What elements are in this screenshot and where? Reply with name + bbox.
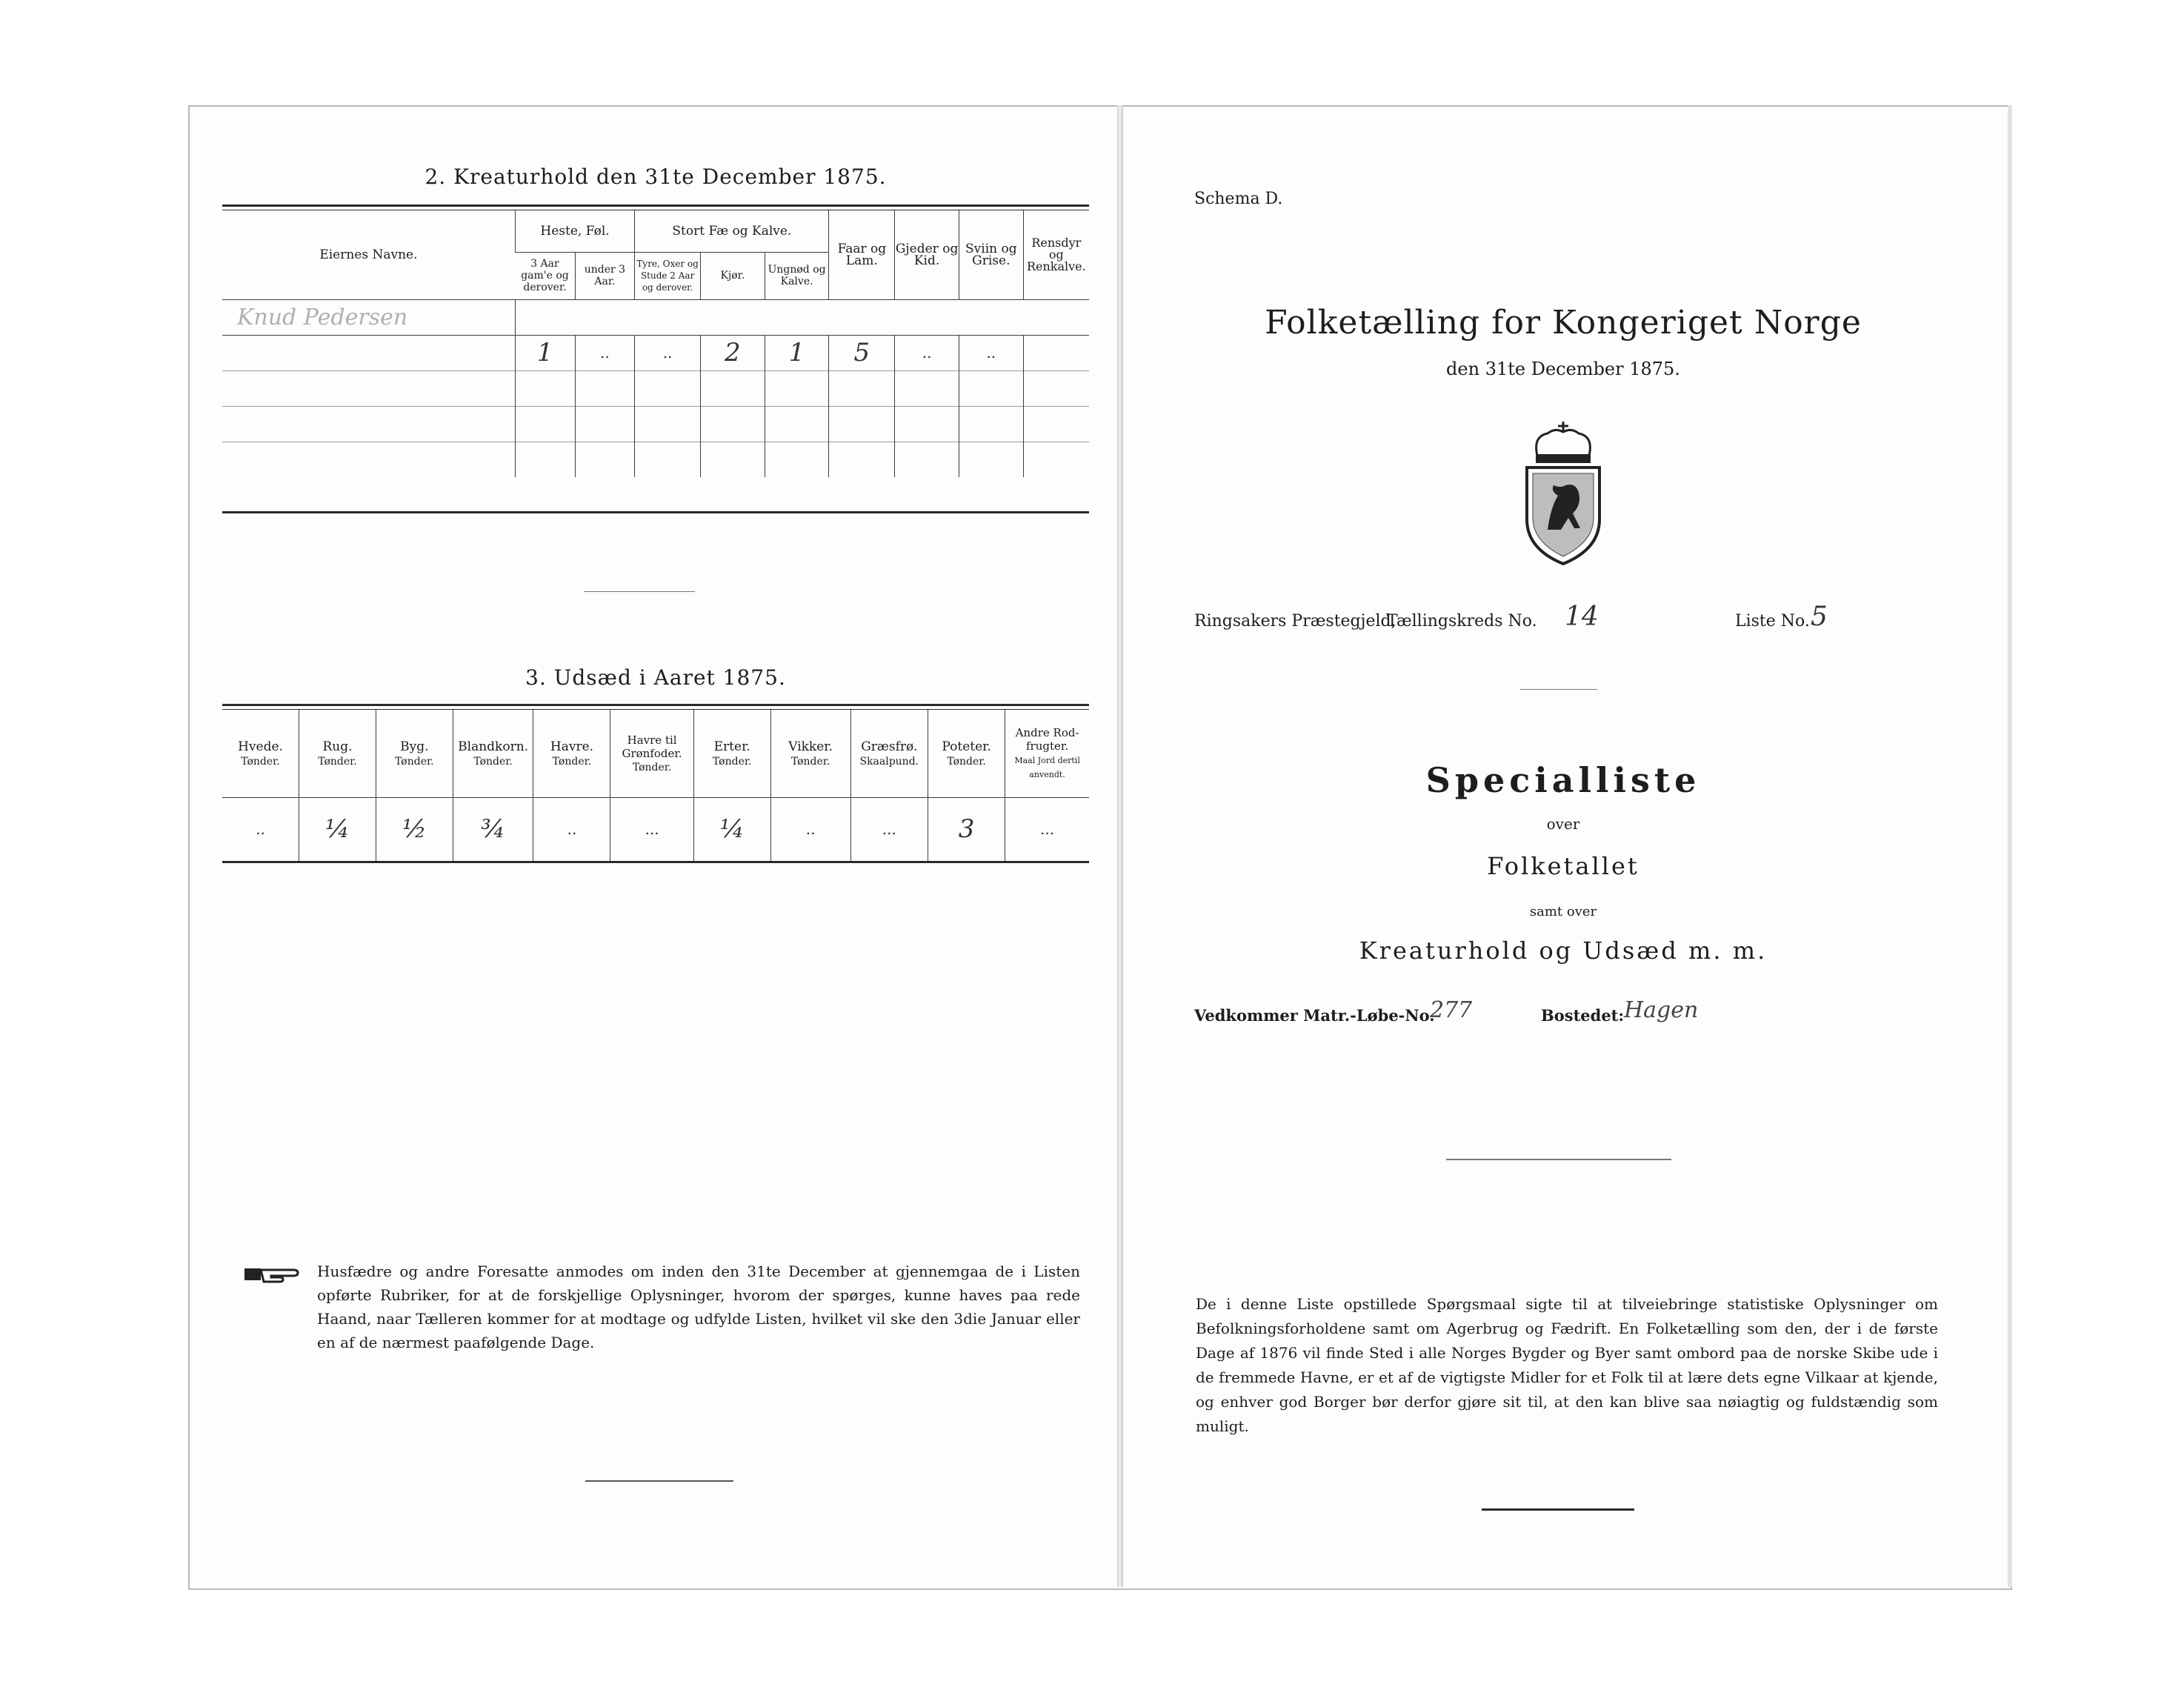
reindeer-header: Rensdyr og Renkalve. — [1023, 210, 1089, 299]
cows-header: Kjør. — [701, 252, 765, 299]
sowing-table — [222, 710, 1089, 861]
district-label: Tællingskreds No. — [1387, 612, 1537, 630]
value-goats: .. — [895, 335, 959, 370]
sowing-value-other-roots: ... — [1005, 797, 1089, 861]
sowing-value-mixed-grain: ¾ — [453, 797, 533, 861]
schema-label: Schema D. — [1194, 190, 1283, 208]
census-date: den 31te December 1875. — [1446, 359, 1680, 379]
sowing-value-peas: ¼ — [693, 797, 770, 861]
rule — [222, 861, 1089, 863]
sowing-title: 3. Udsæd i Aaret 1875. — [525, 665, 786, 690]
sowing-header-rye: Rug. Tønder. — [299, 710, 376, 797]
value-pigs: .. — [959, 335, 1023, 370]
value-cows: 2 — [701, 335, 765, 370]
value-horses-3yr: 1 — [515, 335, 575, 370]
oxen-header: Tyre, Oxer og Stude 2 Aar og derover. — [635, 252, 701, 299]
pointing-hand-icon — [243, 1262, 299, 1285]
list-label: Liste No. — [1735, 612, 1810, 630]
info-text: De i denne Liste opstillede Spørgsmaal sigte til at tilveiebringe statistiske Oplysninger om Befolkningsforholdene samt om Agerbrug og Fædrift. En Folketælling som den, der i de første Dage af 1876 vil finde Sted i alle Norges Bygder og Byer samt ombord paa de norske Skibe ude i de fremmede Havne, er et af de vigtigste Midler for et Folk til at lære dets egne Vilkaar at kjende, og enhver god Borger bør derfor gjøre sit til, at den kan blive saa nøiagtig og fuldstændig som muligt. — [1196, 1295, 1938, 1435]
value-horses-under3: .. — [575, 335, 635, 370]
young-cattle-header: Ungnød og Kalve. — [765, 252, 829, 299]
sowing-header-oats: Havre. Tønder. — [533, 710, 610, 797]
owner-name-cell — [222, 299, 515, 335]
sheet-edge — [2008, 105, 2012, 1587]
sowing-header-other-roots: Andre Rod-frugter. Maal Jord dertil anvendt. — [1005, 710, 1089, 797]
value-reindeer — [1023, 335, 1089, 370]
sowing-header-vetch: Vikker. Tønder. — [770, 710, 850, 797]
samt-over-text: samt over — [1529, 904, 1597, 919]
rule — [222, 204, 1089, 207]
bosted-value: Hagen — [1624, 997, 1699, 1023]
matr-number: 277 — [1430, 997, 1473, 1023]
sowing-value-rye: ¼ — [299, 797, 376, 861]
value-young-cattle: 1 — [765, 335, 829, 370]
specialliste-title: Specialliste — [1425, 760, 1701, 800]
bosted-label: Bostedet: — [1541, 1006, 1625, 1025]
cattle-group-header: Stort Fæ og Kalve. — [635, 210, 829, 252]
sowing-value-potatoes: 3 — [928, 797, 1005, 861]
coat-of-arms-icon — [1515, 419, 1611, 567]
sowing-header-wheat: Hvede. Tønder. — [238, 739, 283, 768]
sowing-header-peas: Erter. Tønder. — [693, 710, 770, 797]
sowing-value-grass-seed: ... — [850, 797, 928, 861]
value-oxen: .. — [635, 335, 701, 370]
sheep-header: Faar og Lam. — [829, 210, 895, 299]
goats-header: Gjeder og Kid. — [895, 210, 959, 299]
folketallet-text: Folketallet — [1487, 852, 1639, 880]
sowing-value-green-oats: ... — [610, 797, 693, 861]
over-text: over — [1546, 815, 1580, 833]
divider — [1482, 1508, 1634, 1511]
sowing-value-vetch: .. — [770, 797, 850, 861]
sowing-header-green-oats: Havre til Grønfoder. Tønder. — [610, 710, 693, 797]
horses-group-header: Heste, Føl. — [515, 210, 634, 252]
owner-name: Knud Pedersen — [237, 304, 408, 330]
sowing-header-mixed-grain: Blandkorn. Tønder. — [453, 710, 533, 797]
divider — [585, 1480, 733, 1482]
notice-text: Husfædre og andre Foresatte anmodes om inden den 31te December at gjennemgaa de i Listen opførte Rubriker, for at de forskjellige Oplysninger, hvorom der spørges, kunne haves paa rede Haand, naar Tælleren kommer for at modtage og udfylde Listen, hvilket vil ske den 3die Januar eller en af de nærmest paafølgende Dage. — [317, 1262, 1080, 1351]
sowing-header-grass-seed: Græsfrø. Skaalpund. — [850, 710, 928, 797]
pigs-header: Sviin og Grise. — [959, 210, 1023, 299]
sowing-header-potatoes: Poteter. Tønder. — [928, 710, 1005, 797]
sowing-header-row — [222, 710, 1089, 797]
sowing-header-barley: Byg. Tønder. — [376, 710, 453, 797]
livestock-table — [222, 210, 1089, 477]
matr-label: Vedkommer Matr.-Løbe-No. — [1194, 1006, 1435, 1025]
value-sheep: 5 — [829, 335, 895, 370]
rule — [222, 704, 1089, 706]
divider — [584, 591, 695, 592]
sowing-value-wheat: .. — [256, 820, 265, 839]
sowing-value-oats: .. — [533, 797, 610, 861]
list-number: 5 — [1811, 602, 1828, 632]
horses-under3-header: under 3 Aar. — [575, 252, 635, 299]
census-title: Folketælling for Kongeriget Norge — [1265, 304, 1862, 342]
livestock-title: 2. Kreaturhold den 31te December 1875. — [425, 164, 887, 189]
divider — [1446, 1159, 1671, 1160]
horses-3yr-header: 3 Aar gam'e og derover. — [521, 258, 569, 293]
sowing-value-barley: ½ — [376, 797, 453, 861]
page-fold — [1117, 105, 1123, 1587]
rule — [222, 511, 1089, 513]
parish-label: Ringsakers Præstegjeld, — [1194, 612, 1396, 630]
district-number: 14 — [1565, 602, 1599, 632]
owner-header: Eiernes Navne. — [319, 247, 418, 262]
divider — [1520, 689, 1597, 690]
kreaturhold-text: Kreaturhold og Udsæd m. m. — [1359, 936, 1768, 965]
sowing-value-row — [222, 797, 1089, 861]
